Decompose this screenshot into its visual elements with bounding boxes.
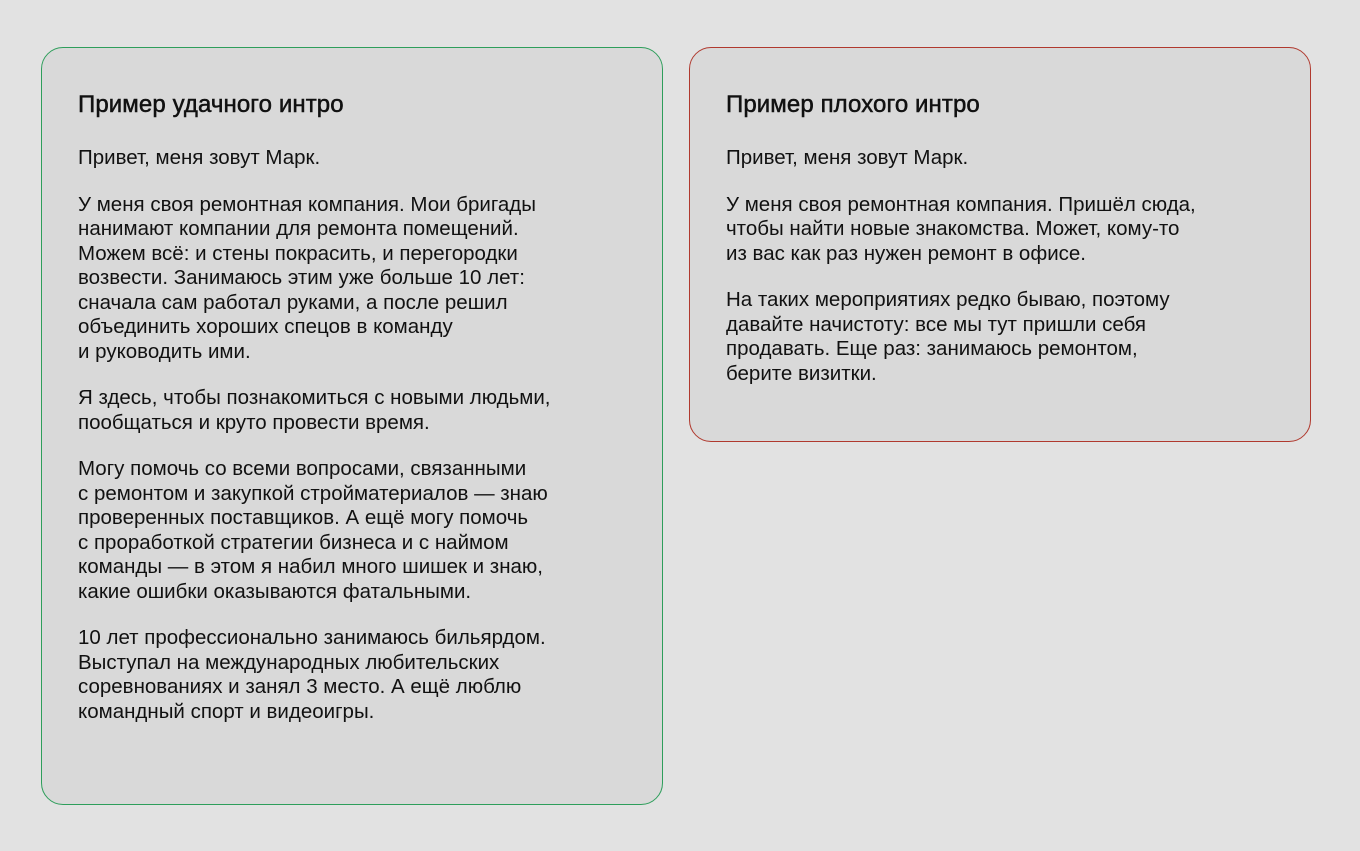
paragraph: [78, 386, 626, 435]
paragraph: [726, 288, 1274, 386]
good-intro-body: [78, 146, 626, 724]
paragraph: [78, 146, 626, 171]
text-line: сначала сам работал руками, а после решил: [78, 290, 508, 314]
paragraph: [78, 193, 626, 365]
text-line: командный спорт и видеоигры.: [78, 699, 375, 723]
text-line: берите визитки.: [726, 361, 877, 385]
text-line: команды — в этом я набил много шишек и знаю,: [78, 555, 544, 578]
good-intro-title: Пример удачного интро: [78, 91, 344, 118]
text-line: Могу помочь со всеми вопросами, связанными: [78, 457, 527, 480]
paragraph: [726, 193, 1274, 267]
text-line: с проработкой стратегии бизнеса и с наймом: [78, 530, 509, 554]
text-line: объединить хороших спецов в команду: [78, 315, 453, 338]
text-line: с ремонтом и закупкой стройматериалов — знаю: [78, 481, 548, 505]
text-line: 10 лет профессионально занимаюсь бильярдом.: [78, 626, 546, 649]
text-line: пообщаться и круто провести время.: [78, 410, 430, 434]
good-intro-card: [41, 47, 663, 805]
text-line: возвести. Занимаюсь этим уже больше 10 лет:: [78, 266, 525, 289]
text-line: чтобы найти новые знакомства. Может, кому-то: [726, 217, 1180, 240]
text-line: Выступал на международных любительских: [78, 650, 500, 674]
text-line: Я здесь, чтобы познакомиться с новыми людьми,: [78, 386, 551, 409]
text-line: проверенных поставщиков. А ещё могу помочь: [78, 506, 529, 529]
text-line: У меня своя ремонтная компания. Мои бригады: [78, 192, 536, 216]
text-line: На таких мероприятиях редко бываю, поэтому: [726, 288, 1170, 311]
text-line: Привет, меня зовут Марк.: [726, 146, 969, 169]
text-line: и руководить ими.: [78, 339, 251, 363]
text-line: какие ошибки оказываются фатальными.: [78, 579, 472, 603]
text-line: нанимают компании для ремонта помещений.: [78, 217, 519, 240]
paragraph: [78, 626, 626, 724]
bad-intro-title: Пример плохого интро: [726, 91, 980, 118]
text-line: У меня своя ремонтная компания. Пришёл сюда,: [726, 192, 1196, 216]
text-line: Можем всё: и стены покрасить, и перегородки: [78, 241, 518, 265]
text-line: из вас как раз нужен ремонт в офисе.: [726, 241, 1086, 265]
paragraph: [726, 146, 1274, 171]
text-line: Привет, меня зовут Марк.: [78, 146, 321, 169]
text-line: соревнованиях и занял 3 место. А ещё люблю: [78, 675, 522, 698]
text-line: давайте начистоту: все мы тут пришли себя: [726, 312, 1146, 336]
paragraph: [78, 457, 626, 604]
text-line: продавать. Еще раз: занимаюсь ремонтом,: [726, 337, 1138, 360]
bad-intro-body: [726, 146, 1274, 386]
bad-intro-card: [689, 47, 1311, 442]
